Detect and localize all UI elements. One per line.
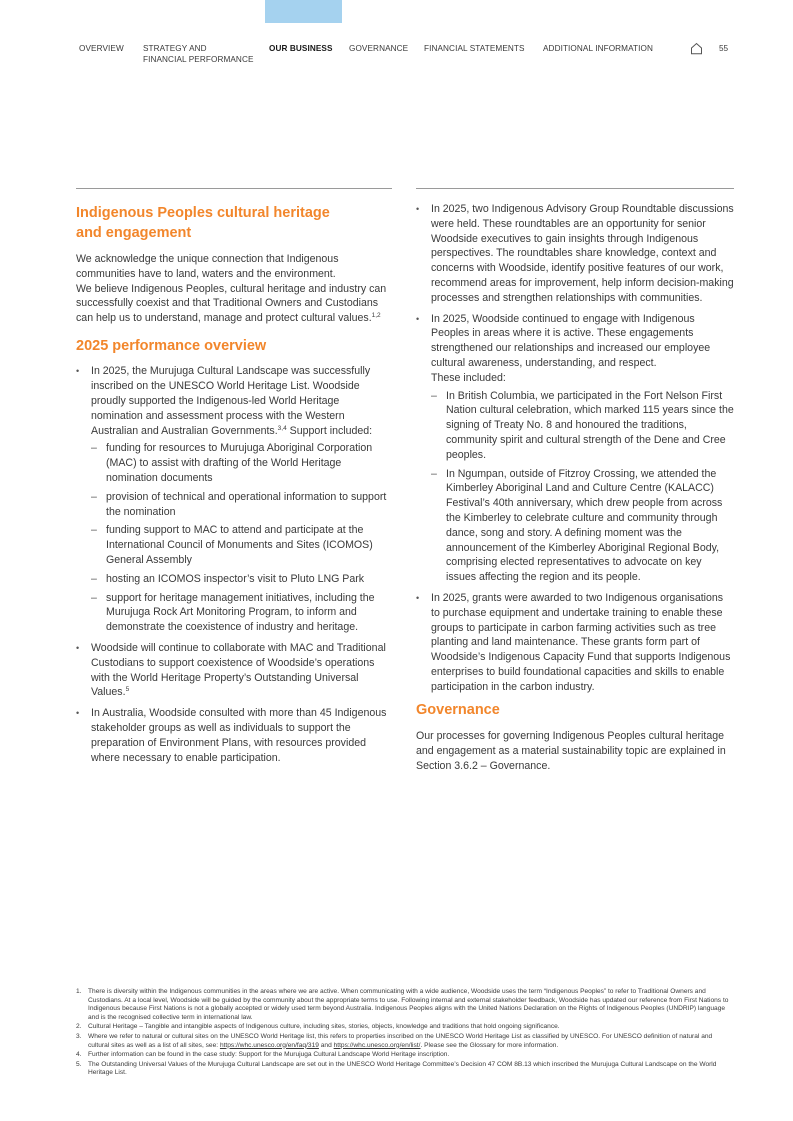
nav-overview[interactable]: OVERVIEW <box>79 44 124 53</box>
bullet-text-tail: Support included: <box>286 424 373 437</box>
right-divider <box>416 188 734 189</box>
intro-text-2: We believe Indigenous Peoples, cultural heritage and industry can successfully coexist and that Traditional Owners and Custodians can help us to understand, manage and protect cultural values. <box>76 282 387 325</box>
nav-financial-statements[interactable]: FINANCIAL STATEMENTS <box>424 44 525 53</box>
footnote-item <box>76 1051 734 1060</box>
right-column <box>416 200 734 773</box>
section-heading <box>76 204 392 243</box>
intro-text-1: We acknowledge the unique connection that Indigenous communities have to land, waters and the environment. <box>76 253 339 280</box>
footnote-text: The Outstanding Universal Values of the Murujuga Cultural Landscape are set out in the UNESCO World Heritage Committee’s Decision 47 COM 8B.13 which inscribed the Murujuga Cultural Landscape on the World Heritage List. <box>88 1060 717 1077</box>
section-tab-marker <box>265 0 342 23</box>
top-navigation <box>0 44 793 74</box>
list-item: • In 2025, grants were awarded to two Indigenous organisations to purchase equipment and undertake training to enable these groups to participate in carbon farming activities such as tree planting and land maintenance. These grants form part of Woodside’s Indigenous Capacity Fund that supports Indigenous enterprises to build foundational capacities and skills to enable participation in the carbon industry. <box>416 591 734 695</box>
footnote-text: There is diversity within the Indigenous communities in the areas where we are active. When communicating with a wide audience, Woodside uses the term “Indigenous Peoples” to refer to Traditional Owners and Custodians. At a local level, Woodside will be guided by the community about the appropriate terms to use. Following internal and external stakeholder feedback, Woodside has updated our reference from First Nations to Indigenous because First Nations is not a globally accepted or widely used term beyond Australia. Indigenous Peoples aligns with the United Nations Declaration on the Rights of Indigenous Peoples (UNDRIP) language and is the recognised collective term in international law. <box>88 988 729 1021</box>
footnote-text: . Please see the Glossary for more information. <box>420 1041 559 1049</box>
footnote-number: 3. <box>76 1032 82 1040</box>
nav-our-business[interactable]: OUR BUSINESS <box>269 44 333 53</box>
sub-item: – In Ngumpan, outside of Fitzroy Crossing, we attended the Kimberley Aboriginal Land and Culture Centre (KALACC) Festival’s 40th anniversary, which drew people from across the Kimberley to celebrate culture and community through dance, song and story. A defining moment was the announcement of the Kimberley Aboriginal Regional Body, comprising elected representatives to advocate on key issues affecting the region and its people. <box>431 467 734 585</box>
sub-item: – support for heritage management initiatives, including the Murujuga Rock Art Monitoring Program, to inform and demonstrate the coexistence of industry and heritage. <box>91 591 392 635</box>
list-item: • In Australia, Woodside consulted with more than 45 Indigenous stakeholder groups as well as individuals to support the preparation of Environment Plans, with resources provided where necessary to enable participation. <box>76 706 392 765</box>
footnote-number: 2. <box>76 1023 82 1031</box>
footnote-ref[interactable]: 3,4 <box>277 424 287 432</box>
footnotes <box>76 988 734 1079</box>
heading-line-2: and engagement <box>76 224 192 241</box>
performance-list <box>76 364 392 765</box>
footnote-item <box>76 988 734 1022</box>
home-icon[interactable] <box>690 42 703 55</box>
left-divider <box>76 188 392 189</box>
footnote-item <box>76 1061 734 1078</box>
unesco-list-link[interactable]: https://whc.unesco.org/en/list/ <box>333 1041 421 1049</box>
footnote-text: Where we refer to natural or cultural sites on the UNESCO World Heritage list, this refers to properties inscribed on the UNESCO World Heritage List as classified by UNESCO. For UNESCO definition of natural and cultural sites as well as a list of all sites, see: <box>88 1032 713 1049</box>
list-item: • In 2025, two Indigenous Advisory Group Roundtable discussions were held. These roundtables are an opportunity for senior Woodside executives to gain insights through Indigenous perspectives. The roundtables share knowledge, context and concerns with Woodside, identify positive features of our work, recommend areas for improvement, help inform decision-making processes and strengthen relationships with communities. <box>416 202 734 306</box>
list-item <box>76 364 392 635</box>
footnote-ref[interactable]: 5 <box>125 686 130 694</box>
nav-strategy-line2[interactable]: FINANCIAL PERFORMANCE <box>143 55 254 64</box>
nav-strategy[interactable]: STRATEGY AND <box>143 44 207 53</box>
footnote-ref[interactable]: 1,2 <box>371 312 381 320</box>
footnote-text: and <box>318 1041 334 1049</box>
governance-heading: Governance <box>416 701 500 718</box>
sub-item: – provision of technical and operational information to support the nomination <box>91 490 392 520</box>
footnote-item <box>76 1023 734 1032</box>
nav-additional-information[interactable]: ADDITIONAL INFORMATION <box>543 44 654 53</box>
engagement-list <box>416 202 734 695</box>
nav-governance[interactable]: GOVERNANCE <box>349 44 409 53</box>
list-item <box>76 641 392 700</box>
footnote-text: Cultural Heritage – Tangible and intangible aspects of Indigenous culture, including sites, stories, objects, knowledge and traditions that hold ongoing significance. <box>88 1023 560 1031</box>
bullet-text: In 2025, the Murujuga Cultural Landscape was successfully inscribed on the UNESCO World Heritage List. Woodside proudly supported the Indigenous-led World Heritage nomination and assessment process with the Western Australian and Australian Governments. <box>91 365 371 437</box>
footnote-number: 4. <box>76 1051 82 1059</box>
sub-item: – In British Columbia, we participated in the Fort Nelson First Nation cultural celebration, which marked 115 years since the signing of Treaty No. 8 and honoured the traditions, community spirit and cultural strength of the Dene and Cree peoples. <box>431 389 734 463</box>
sub-item: – hosting an ICOMOS inspector’s visit to Pluto LNG Park <box>91 572 392 587</box>
performance-heading: 2025 performance overview <box>76 337 267 354</box>
bullet-text: Woodside will continue to collaborate with MAC and Traditional Custodians to support coexistence of Woodside’s operations with the World Heritage Property’s Outstanding Universal Values. <box>91 642 386 699</box>
engagement-sublist <box>431 389 734 585</box>
footnote-number: 5. <box>76 1060 82 1068</box>
sub-item: – funding support to MAC to attend and participate at the International Council of Monuments and Sites (ICOMOS) General Assembly <box>91 523 392 567</box>
footnote-item <box>76 1033 734 1050</box>
footnote-number: 1. <box>76 988 82 995</box>
bullet-text-tail: These included: <box>431 371 506 384</box>
heading-line-1: Indigenous Peoples cultural heritage <box>76 205 330 221</box>
bullet-text: In 2025, Woodside continued to engage with Indigenous Peoples in areas where it is active. These engagements strengthened our relationships and increased our employee cultural awareness, understanding, and respect. <box>431 312 711 369</box>
intro-paragraph <box>76 252 392 326</box>
sub-item: – funding for resources to Murujuga Aboriginal Corporation (MAC) to assist with drafting of the World Heritage nomination documents <box>91 441 392 485</box>
left-column <box>76 200 392 771</box>
governance-paragraph: Our processes for governing Indigenous Peoples cultural heritage and engagement as a material sustainability topic are explained in Section 3.6.2 – Governance. <box>416 730 726 772</box>
unesco-faq-link[interactable]: https://whc.unesco.org/en/faq/319 <box>219 1041 319 1049</box>
list-item <box>416 312 734 585</box>
support-sublist <box>91 441 392 635</box>
page-number: 55 <box>719 44 729 53</box>
footnote-text: Further information can be found in the case study: Support for the Murujuga Cultural Landscape World Heritage inscription. <box>88 1051 450 1059</box>
